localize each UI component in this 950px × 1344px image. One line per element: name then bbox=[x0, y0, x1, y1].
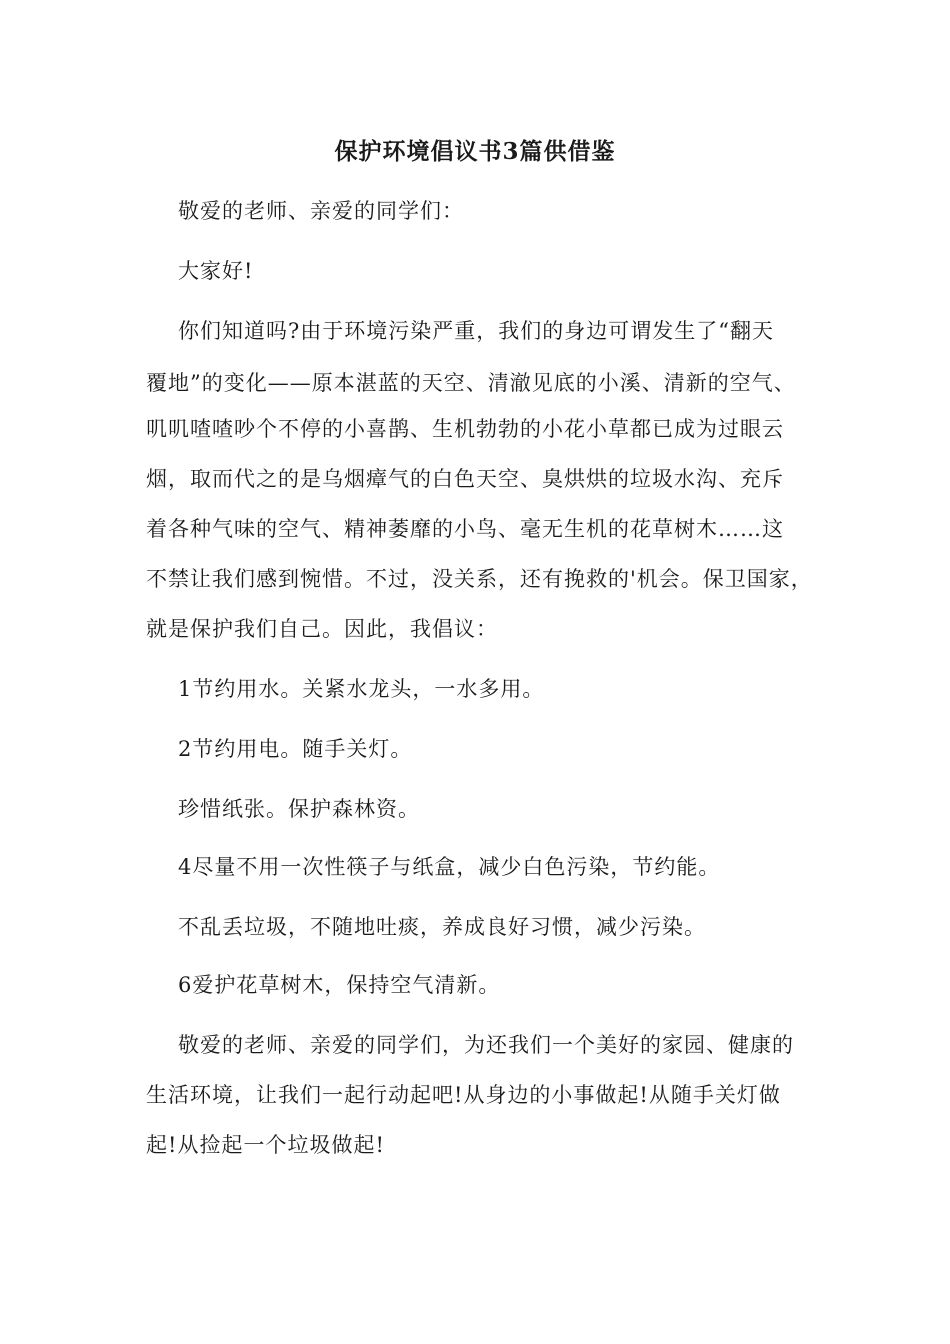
document-title: 保护环境倡议书3篇供借鉴 bbox=[334, 138, 616, 165]
body-line: 着各种气味的空气、精神萎靡的小鸟、毫无生机的花草树木……这 bbox=[146, 517, 784, 541]
body-line: 烟，取而代之的是乌烟瘴气的白色天空、臭烘烘的垃圾水沟、充斥 bbox=[146, 467, 784, 491]
body-line: 叽叽喳喳吵个不停的小喜鹊、生机勃勃的小花小草都已成为过眼云 bbox=[146, 417, 784, 441]
salutation: 敬爱的老师、亲爱的同学们： bbox=[178, 199, 464, 223]
list-item: 1节约用水。关紧水龙头，一水多用。 bbox=[178, 677, 545, 701]
greeting: 大家好! bbox=[178, 259, 254, 283]
list-item: 6爱护花草树木，保持空气清新。 bbox=[178, 973, 501, 997]
body-line: 不禁让我们感到惋惜。不过，没关系，还有挽救的'机会。保卫国家， bbox=[146, 567, 813, 591]
closing-line: 生活环境，让我们一起行动起吧!从身边的小事做起!从随手关灯做 bbox=[146, 1083, 781, 1107]
closing-line: 起!从捡起一个垃圾做起! bbox=[146, 1133, 385, 1157]
list-item: 4尽量不用一次性筷子与纸盒，减少白色污染，节约能。 bbox=[178, 855, 721, 879]
body-line: 你们知道吗?由于环境污染严重，我们的身边可谓发生了“翻天 bbox=[178, 319, 774, 343]
closing-line: 敬爱的老师、亲爱的同学们，为还我们一个美好的家园、健康的 bbox=[178, 1033, 794, 1057]
body-line: 就是保护我们自己。因此，我倡议： bbox=[146, 617, 498, 641]
list-item: 2节约用电。随手关灯。 bbox=[178, 737, 413, 761]
body-line: 覆地”的变化——原本湛蓝的天空、清澈见底的小溪、清新的空气、 bbox=[146, 371, 796, 395]
list-item: 不乱丢垃圾，不随地吐痰，养成良好习惯，减少污染。 bbox=[178, 915, 706, 939]
list-item: 珍惜纸张。保护森林资。 bbox=[178, 797, 420, 821]
